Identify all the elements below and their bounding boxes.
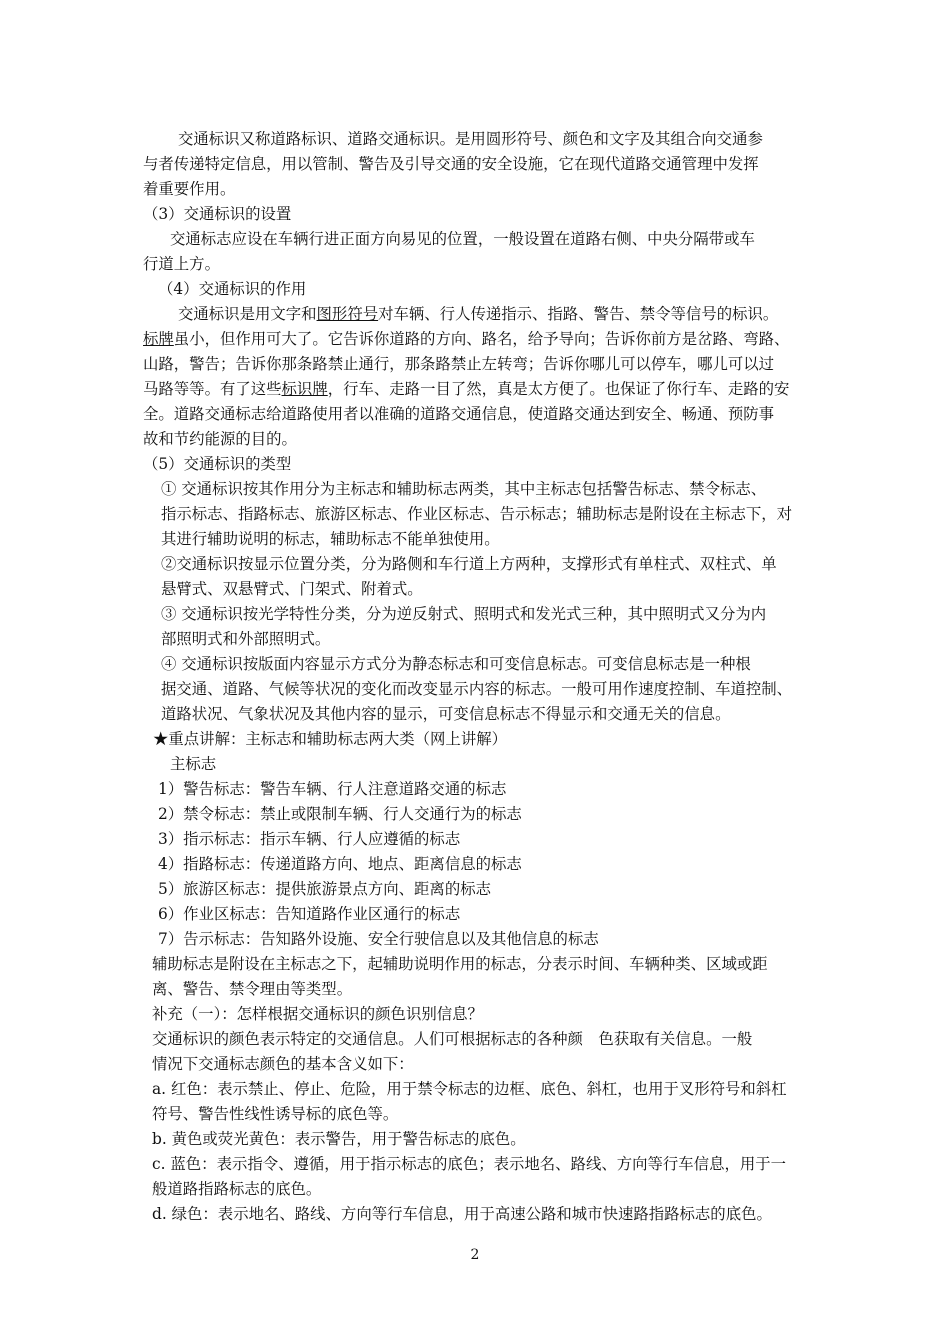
color-item-line: c. 蓝色：表示指令、遵循，用于指示标志的底色；表示地名、路线、方向等行车信息，用于一 [152,1155,787,1173]
color-item-line: a. 红色：表示禁止、停止、危险，用于禁令标志的边框、底色、斜杠，也用于叉形符号和斜杠 [152,1080,787,1098]
list-item-line: ③ 交通标识按光学特性分类，分为逆反射式、照明式和发光式三种，其中照明式又分为内 [161,605,767,623]
paragraph-line: 离、警告、禁令理由等类型。 [152,980,353,998]
intro-line: 交通标识又称道路标识、道路交通标识。是用圆形符号、颜色和文字及其组合向交通参 [178,130,763,148]
section-heading: （3）交通标识的设置 [143,205,292,223]
list-item: 3）指示标志：指示车辆、行人应遵循的标志 [158,830,461,848]
link-sign-plate[interactable]: 标识牌 [281,380,328,398]
section-heading: （5）交通标识的类型 [143,455,292,473]
list-item-line: ④ 交通标识按版面内容显示方式分为静态标志和可变信息标志。可变信息标志是一种根 [161,655,751,673]
paragraph-line: 全。道路交通标志给道路使用者以准确的道路交通信息，使道路交通达到安全、畅通、预防事 [143,405,775,423]
intro-line: 着重要作用。 [143,180,236,198]
paragraph-line: 情况下交通标志颜色的基本含义如下： [152,1055,414,1073]
intro-line: 与者传递特定信息，用以管制、警告及引导交通的安全设施，它在现代道路交通管理中发挥 [143,155,759,173]
section-heading: （4）交通标识的作用 [158,280,307,298]
section-heading: ★重点讲解：主标志和辅助标志两大类（网上讲解） [153,730,507,748]
page-number: 2 [470,1247,480,1263]
color-item-line: 符号、警告性线性诱导标的底色等。 [152,1105,399,1123]
list-item: 1）警告标志：警告车辆、行人注意道路交通的标志 [158,780,507,798]
paragraph-line [178,302,778,327]
paragraph-line: 故和节约能源的目的。 [143,430,297,448]
color-item-line: 般道路指路标志的底色。 [152,1180,322,1198]
list-item-line: 据交通、道路、气候等状况的变化而改变显示内容的标志。一般可用作速度控制、车道控制、 [161,680,793,698]
text-run: 对车辆、行人传递指示、指路、警告、禁令等信号的标识。 [378,305,779,323]
paragraph-line: 行道上方。 [143,255,220,273]
list-item-line: ②交通标识按显示位置分类，分为路侧和车行道上方两种，支撑形式有单柱式、双柱式、单 [161,555,777,573]
link-graphic-symbol[interactable]: 图形符号 [316,305,379,323]
color-item-line: b. 黄色或荧光黄色：表示警告，用于警告标志的底色。 [152,1130,526,1148]
text-run: 马路等等。有了这些 [143,380,282,398]
link-sign-board[interactable]: 标牌 [143,330,174,348]
list-item: 4）指路标志：传递道路方向、地点、距离信息的标志 [158,855,522,873]
paragraph-line: 辅助标志是附设在主标志之下，起辅助说明作用的标志，分表示时间、车辆种类、区域或距 [152,955,768,973]
paragraph-line [143,377,789,402]
list-item-line: ① 交通标识按其作用分为主标志和辅助标志两类，其中主标志包括警告标志、禁令标志、 [161,480,767,498]
list-item-line: 指示标志、指路标志、旅游区标志、作业区标志、告示标志；辅助标志是附设在主标志下，对 [161,505,793,523]
list-item-line: 道路状况、气象状况及其他内容的显示，可变信息标志不得显示和交通无关的信息。 [161,705,731,723]
paragraph-line: 山路，警告；告诉你那条路禁止通行，那条路禁止左转弯；告诉你哪儿可以停车，哪儿可以过 [143,355,775,373]
list-item: 2）禁令标志：禁止或限制车辆、行人交通行为的标志 [158,805,522,823]
text-run: ，行车、走路一目了然，真是太方便了。也保证了你行车、走路的安 [327,380,790,398]
paragraph-line [143,327,789,352]
list-item: 6）作业区标志：告知道路作业区通行的标志 [158,905,461,923]
section-heading: 补充（一）：怎样根据交通标识的颜色识别信息？ [152,1005,483,1023]
paragraph-line: 交通标志应设在车辆行进正面方向易见的位置，一般设置在道路右侧、中央分隔带或车 [170,230,755,248]
color-item-line: d. 绿色：表示地名、路线、方向等行车信息，用于高速公路和城市快速路指路标志的底色。 [152,1205,772,1223]
list-item: 7）告示标志：告知路外设施、安全行驶信息以及其他信息的标志 [158,930,599,948]
subheading: 主标志 [170,755,217,773]
list-item: 5）旅游区标志：提供旅游景点方向、距离的标志 [158,880,491,898]
list-item-line: 悬臂式、双悬臂式、门架式、附着式。 [161,580,423,598]
paragraph-line: 交通标识的颜色表示特定的交通信息。人们可根据标志的各种颜 色获取有关信息。一般 [152,1030,753,1048]
text-run: 交通标识是用文字和 [178,305,317,323]
list-item-line: 其进行辅助说明的标志，辅助标志不能单独使用。 [161,530,500,548]
list-item-line: 部照明式和外部照明式。 [161,630,331,648]
text-run: 虽小，但作用可大了。它告诉你道路的方向、路名，给予导向；告诉你前方是岔路、弯路、 [173,330,790,348]
